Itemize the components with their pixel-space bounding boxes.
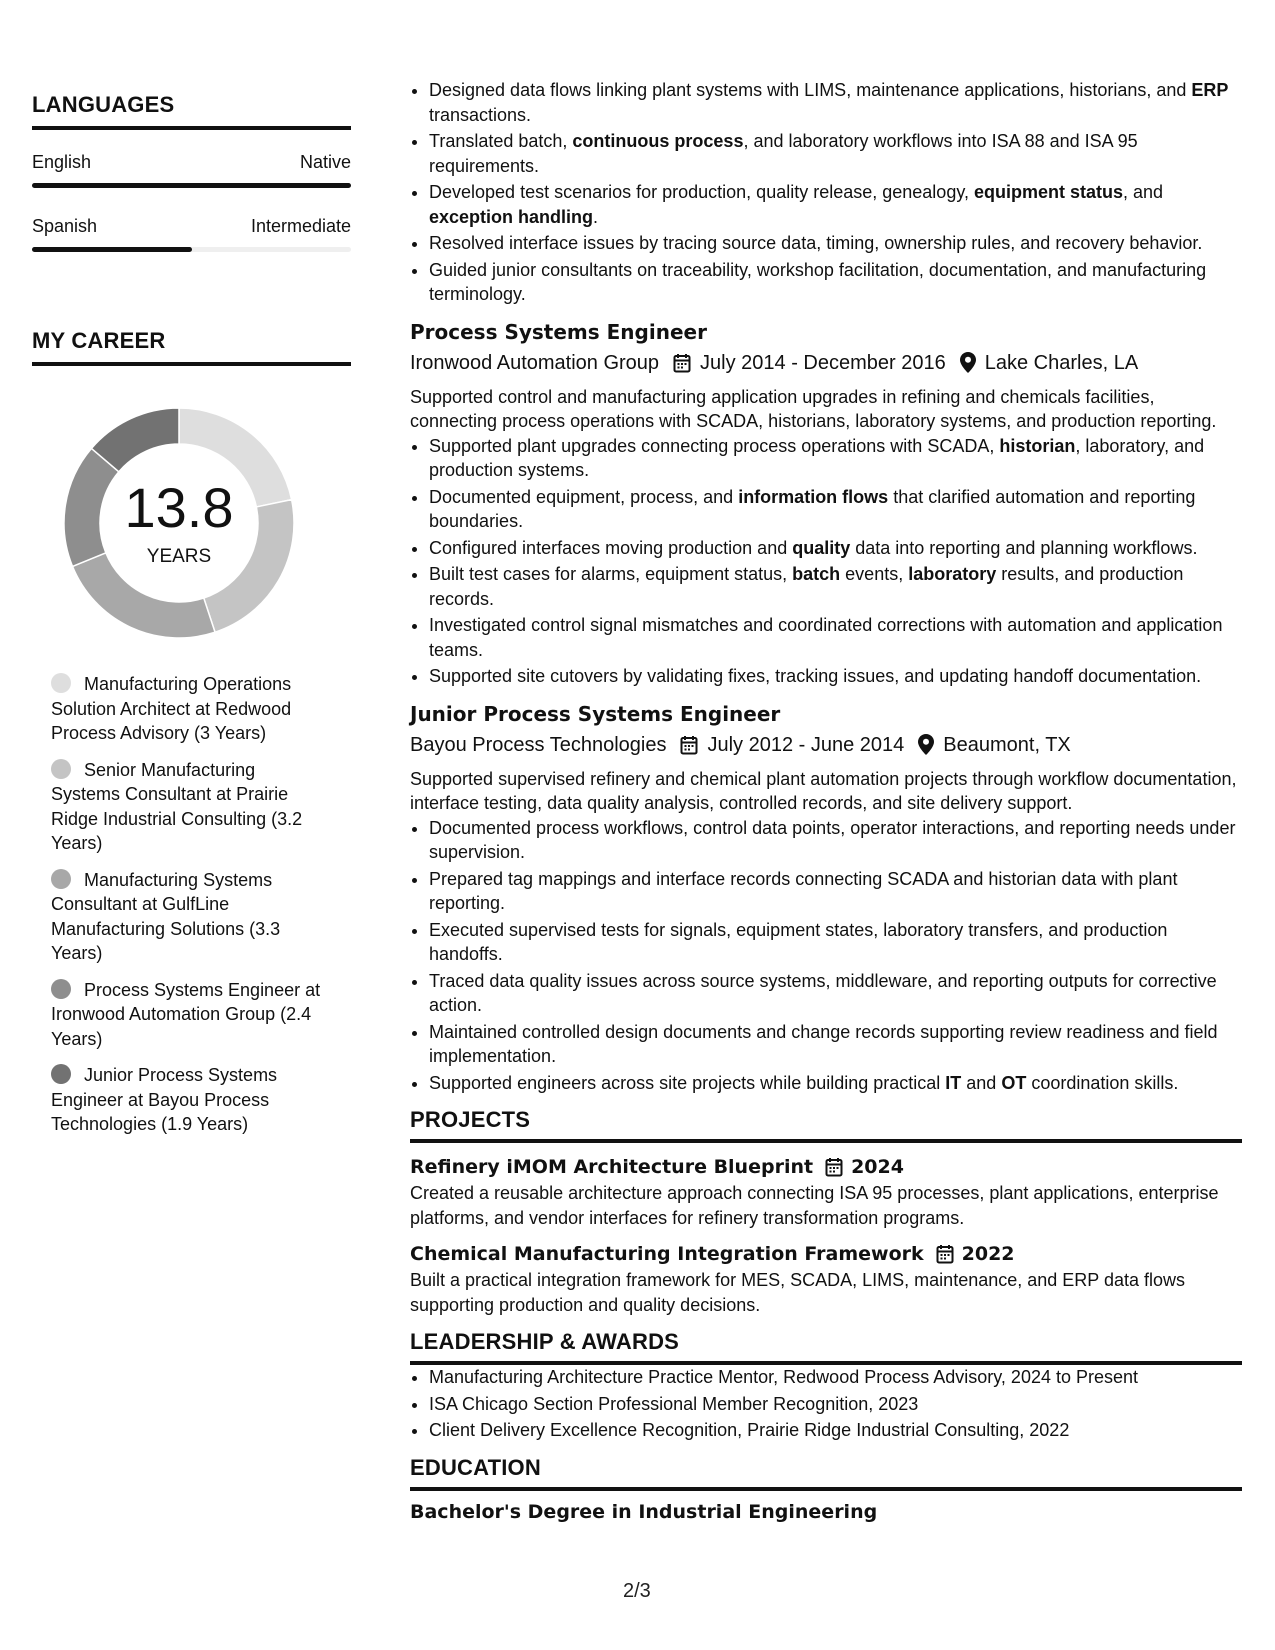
bullet-item: • Configured interfaces moving production and quality data into reporting and planning workflows. xyxy=(429,536,1242,561)
bullet-item: • Documented equipment, process, and information flows that clarified automation and reporting boundaries. xyxy=(429,485,1242,534)
bullet-item: • Documented process workflows, control data points, operator interactions, and reporting needs under supervision. xyxy=(429,816,1242,865)
education-degree: Bachelor's Degree in Industrial Engineering xyxy=(410,1500,878,1523)
project-year: 2022 xyxy=(961,1243,1015,1265)
bullet-item: • Guided junior consultants on traceability, workshop facilitation, documentation, and manufacturing terminology. xyxy=(429,258,1242,307)
career-legend-label: Manufacturing Systems Consultant at GulfLine Manufacturing Solutions (3.3 Years) xyxy=(51,869,281,963)
project-entry xyxy=(410,1153,1242,1230)
job-description: Supported supervised refinery and chemical plant automation projects through workflow documentation, interface testing, data quality analysis, controlled records, and site delivery support. xyxy=(410,768,1237,813)
project-title: Chemical Manufacturing Integration Framework xyxy=(410,1243,924,1265)
language-spanish xyxy=(32,216,351,252)
job-meta xyxy=(410,349,1242,377)
career-legend xyxy=(51,672,321,1137)
career-legend-item xyxy=(51,672,321,746)
career-legend-item xyxy=(51,758,321,856)
calendar-icon xyxy=(680,735,698,755)
calendar-icon xyxy=(825,1157,843,1177)
legend-dot-icon xyxy=(51,1064,71,1084)
language-level: Native xyxy=(299,152,351,172)
language-name: English xyxy=(32,152,92,172)
job-description: Supported control and manufacturing application upgrades in refining and chemicals facilities, connecting process operations with SCADA, historians, laboratory systems, and production reporting. xyxy=(410,386,1217,431)
experience-list xyxy=(410,317,1242,1096)
job-location: Lake Charles, LA xyxy=(984,351,1139,374)
bullet-item: • Investigated control signal mismatches and coordinated corrections with automation and application teams. xyxy=(429,613,1242,662)
location-pin-icon xyxy=(960,352,976,373)
career-heading: MY CAREER xyxy=(32,328,351,366)
previous-job-bullets xyxy=(410,78,1242,307)
career-legend-item xyxy=(51,868,321,966)
legend-dot-icon xyxy=(51,869,71,889)
calendar-icon xyxy=(936,1244,954,1264)
calendar-icon xyxy=(673,353,691,373)
language-english xyxy=(32,152,351,188)
education-heading: EDUCATION xyxy=(410,1455,1242,1491)
job-dates: July 2014 - December 2016 xyxy=(700,351,946,374)
page-number: 2/3 xyxy=(623,1580,651,1602)
bullet-item: • Traced data quality issues across source systems, middleware, and reporting outputs for corrective action. xyxy=(429,969,1242,1018)
bullet-item: • Maintained controlled design documents and change records supporting review readiness and field implementation. xyxy=(429,1020,1242,1069)
legend-dot-icon xyxy=(51,979,71,999)
language-proficiency-fill xyxy=(32,247,192,252)
career-legend-item xyxy=(51,1063,321,1137)
language-proficiency-bar xyxy=(32,183,351,188)
bullet-item: • Supported site cutovers by validating fixes, tracking issues, and updating handoff documentation. xyxy=(429,664,1242,689)
projects-section xyxy=(410,1107,1242,1317)
job-entry xyxy=(410,317,1242,689)
career-legend-label: Junior Process Systems Engineer at Bayou Process Technologies (1.9 Years) xyxy=(51,1065,278,1134)
bullet-item: • Supported engineers across site projects while building practical IT and OT coordination skills. xyxy=(429,1071,1242,1096)
location-pin-icon xyxy=(918,734,934,755)
project-title: Refinery iMOM Architecture Blueprint xyxy=(410,1156,814,1178)
career-legend-label: Process Systems Engineer at Ironwood Automation Group (2.4 Years) xyxy=(51,979,321,1049)
language-proficiency-bar xyxy=(32,247,351,252)
career-legend-item xyxy=(51,978,321,1052)
job-meta xyxy=(410,731,1242,759)
bullet-item: • Translated batch, continuous process, and laboratory workflows into ISA 88 and ISA 95 requirements. xyxy=(429,129,1242,178)
legend-dot-icon xyxy=(51,673,71,693)
legend-dot-icon xyxy=(51,759,71,779)
career-total-years: 13.8 xyxy=(124,476,234,539)
awards-heading: LEADERSHIP & AWARDS xyxy=(410,1329,1242,1365)
career-section xyxy=(32,328,351,1137)
project-year: 2024 xyxy=(851,1156,904,1178)
job-entry xyxy=(410,699,1242,1096)
awards-list xyxy=(410,1365,1242,1443)
job-bullets xyxy=(410,434,1242,689)
languages-heading: LANGUAGES xyxy=(32,92,351,130)
awards-section xyxy=(410,1329,1242,1443)
projects-heading: PROJECTS xyxy=(410,1107,1242,1143)
bullet-item: • Built test cases for alarms, equipment status, batch events, laboratory results, and production records. xyxy=(429,562,1242,611)
career-donut-chart xyxy=(64,408,294,638)
language-proficiency-fill xyxy=(32,183,351,188)
bullet-item: • Prepared tag mappings and interface records connecting SCADA and historian data with plant reporting. xyxy=(429,867,1242,916)
bullet-item: • Designed data flows linking plant systems with LIMS, maintenance applications, historians, and ERP transactions. xyxy=(429,78,1242,127)
job-bullets xyxy=(410,816,1242,1096)
job-title: Process Systems Engineer xyxy=(410,319,707,344)
bullet-item: • Executed supervised tests for signals, equipment states, laboratory transfers, and production handoffs. xyxy=(429,918,1242,967)
education-section xyxy=(410,1455,1242,1523)
bullet-item: • Supported plant upgrades connecting process operations with SCADA, historian, laboratory, and production systems. xyxy=(429,434,1242,483)
job-title: Junior Process Systems Engineer xyxy=(410,701,781,726)
job-company: Ironwood Automation Group xyxy=(410,351,660,374)
job-company: Bayou Process Technologies xyxy=(410,733,667,756)
bullet-item: • Resolved interface issues by tracing source data, timing, ownership rules, and recovery behavior. xyxy=(429,231,1242,256)
project-entry xyxy=(410,1240,1242,1317)
language-name: Spanish xyxy=(32,216,98,236)
project-description: Built a practical integration framework for MES, SCADA, LIMS, maintenance, and ERP data flows supporting production and quality decisions. xyxy=(410,1270,1186,1315)
job-location: Beaumont, TX xyxy=(943,733,1071,756)
career-legend-label: Senior Manufacturing Systems Consultant at Prairie Ridge Industrial Consulting (3.2 Years) xyxy=(51,759,303,853)
left-column xyxy=(32,92,351,1149)
right-column xyxy=(410,78,1242,1523)
bullet-item: • Developed test scenarios for production, quality release, genealogy, equipment status, and exception handling. xyxy=(429,180,1242,229)
award-item: • Client Delivery Excellence Recognition, Prairie Ridge Industrial Consulting, 2022 xyxy=(429,1418,1242,1443)
job-dates: July 2012 - June 2014 xyxy=(707,733,905,756)
award-item: • Manufacturing Architecture Practice Mentor, Redwood Process Advisory, 2024 to Present xyxy=(429,1365,1242,1390)
language-level: Intermediate xyxy=(250,216,351,236)
project-description: Created a reusable architecture approach connecting ISA 95 processes, plant applications, enterprise platforms, and vendor interfaces for refinery transformation programs. xyxy=(410,1183,1219,1228)
career-legend-label: Manufacturing Operations Solution Architect at Redwood Process Advisory (3 Years) xyxy=(51,674,292,743)
award-item: • ISA Chicago Section Professional Member Recognition, 2023 xyxy=(429,1392,1242,1417)
career-years-unit: YEARS xyxy=(146,546,212,567)
